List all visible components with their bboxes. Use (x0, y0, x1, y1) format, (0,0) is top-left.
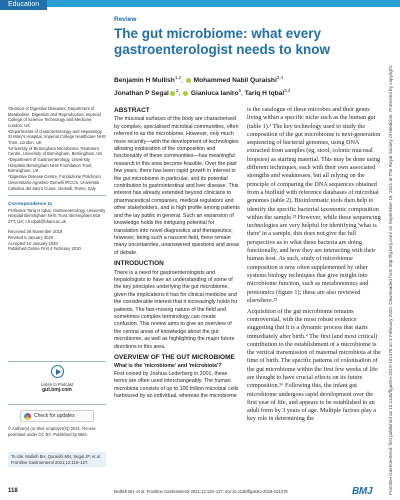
introduction-heading: INTRODUCTION (114, 260, 164, 268)
page-footer (0, 488, 385, 500)
side-download-note (385, 0, 400, 500)
correspondence-text[interactable]: Professor Tariq H Iqbal, Gastroenterology, University Hospital Birmingham NHS Trust, Birmingham B15 2TT, UK; t.h.iqbal@bham.ac.uk (8, 207, 106, 224)
affiliation-item: ⁵Digestive Disease Centre, Fondazione Policlinico Universitario Agostino Gemelli IRCCS, Università Cattolica del Sacro Cuore, Gemelli, Rome, Italy (8, 174, 101, 191)
author-affil: 1,2 (174, 75, 182, 80)
date-revised: Revised 6 January 2020 (8, 235, 54, 241)
orcid-icon[interactable] (186, 78, 191, 83)
affiliation-item: ²Departments of Gastroenterology and Hepatology, St Mary's Hospital, Imperial College Healthcare NHS Trust, London, UK (8, 128, 106, 145)
author-name[interactable]: Benjamin H Mullish (114, 77, 175, 85)
author-name[interactable]: Mohammed Nabil Quraishi (193, 77, 277, 85)
author-affil: 3,4 (284, 88, 291, 94)
crossmark-icon (24, 413, 31, 420)
affiliation-item: ⁴Department of Gastroenterology, University Hospitals Birmingham NHS Foundation Trust, Birmingham, UK (8, 157, 93, 174)
section-tag: Education (0, 0, 47, 10)
sidebar-metadata (8, 106, 106, 252)
author-affil: 3,4 (276, 75, 284, 80)
date-online: Published Online First 4 February 2020 (8, 246, 81, 252)
author-affil: 5 (238, 88, 242, 94)
footer-citation: Mullish BH, et al. Frontline Gastroenterol 2021;12:118–127. doi:10.1136/flgastro-2019-101376 (114, 489, 288, 494)
author-affil: 2 (175, 88, 179, 94)
overview-subheading: What is the 'microbiome' and 'microbiota'? (114, 363, 222, 370)
author-name[interactable]: Jonathan P Segal (114, 90, 169, 98)
podcast-url[interactable]: gut.bmj.com (42, 387, 72, 393)
date-accepted: Accepted 10 January 2020 (8, 240, 58, 246)
correspondence-heading: Correspondence to (8, 202, 52, 208)
article-type: Review (114, 16, 137, 23)
bmj-logo: BMJ (352, 486, 373, 497)
orcid-icon[interactable] (170, 91, 175, 96)
page-number: 118 (8, 488, 18, 494)
author-name[interactable]: Tariq H Iqbal (244, 90, 285, 98)
top-color-band (0, 0, 400, 7)
introduction-text: There is a need for gastroenterologists and hepatologists to have an understanding of some of the key principles underlying the gut microbiome, given the implications it has for clinical medicine and the considerable interest that it increasingly holds for patients. The fast-moving nature of the field and sometimes complex terminology can create confusion. This review aims to give an overview of the central areas of knowledge about the gut microbiome, as well as highlighting the major future directions in this area. (114, 269, 238, 350)
affiliation-list (8, 106, 106, 191)
overview-heading: OVERVIEW OF THE GUT MICROBIOME (114, 354, 235, 361)
podcast-box[interactable] (8, 361, 106, 405)
body-paragraph: is the catalogue of these microbes and their genes living within a specific niche such as the human gut (table 1).¹ The key technology used to study the composition of the gut microbiome is next-generation sequencing of bacterial genomes, using DNA extracted from samples (eg, stool, colonic mucosal biopsies) as starting material. This may be done using different techniques, each with their own associated strengths and weaknesses, but all relying on the principle of comparing the DNA sequences obtained from a biofluid with reference databases of microbial genomes (table 2). Bioinformatic tools then help to identify the specific bacterial taxonomic composition within the sample.²³ However, while these sequencing technologies are very helpful for identifying 'what is there' in a sample, this does not give the full perspective as to what these bacteria are doing functionally, and how they are interacting with their human host. As such, study of microbiome composition is now often supplemented by other systems biology techniques that give insight into microbiome function, such as metabonomics and proteomics (figure 1); these are also reviewed elsewhere.²³ (247, 106, 381, 304)
overview-text: First coined by Joshua Lederberg in 2001, these terms are often used interchangeably. The human microbiota consists of up to 100 trillion microbial cells harboured by an individual, whereas the microbiome (114, 370, 239, 400)
copyright-notice: © Author(s) (or their employer(s)) 2021. Re-use permitted under CC BY. Published by BMJ. (8, 426, 96, 437)
article-dates (8, 229, 106, 251)
divider (8, 195, 106, 196)
affiliation-item: ¹Division of Digestive Diseases, Department of Metabolism, Digestion and Reproduction, Imperial College of Science Technology and Medicine, London, UK (8, 106, 101, 128)
date-received: Received 26 November 2019 (8, 229, 63, 235)
author-line-1: Benjamin H Mullish$^{1,2}$, Mohammed Nabil Quraishi$^{3,4}$ (114, 75, 284, 85)
play-icon[interactable] (51, 365, 64, 378)
right-text-column (247, 106, 383, 426)
author-list (114, 73, 382, 99)
author-line-2: Jonathan P Segal $^2$, Gianluca Ianiro$^5$, Tariq H Iqbal$^{3,4}$ (114, 88, 291, 98)
abstract-text: The mucosal surfaces of the body are characterised by complex, specialised microbial communities, often referred to as the microbiome. However, only much more recently—with the development of technologies allowing exploration of the composition and functionality of these communities—has meaningful research in this area become feasible. Over the past few years, there has been rapid growth in interest in the gut microbiome in particular, and its potential contribution to gastrointestinal and liver disease. This interest has already extended beyond clinicians to pharmaceutical companies, medical regulators and other stakeholders, and is high profile among patients and the lay public in general. Such an expansion of knowledge holds the intriguing potential for translation into novel diagnostics and therapeutics; however, being such a nascent field, there remain many uncertainties, unanswered questions and areas of debate. (114, 116, 240, 256)
article-title: The gut microbiome: what every gastroenterologist needs to know (114, 26, 331, 57)
abstract-heading: ABSTRACT (114, 107, 150, 114)
affiliation-item: ³University of Birmingham Microbiome Treatment Centre, University of Birmingham, Birmingham, UK (8, 145, 103, 157)
body-paragraph: Acquisition of the gut microbiome remains controversial, with the most robust evidence suggesting that it is a dynamic process that starts immediately after birth.⁴ The first (and most critical) contribution to the establishment of a microbiome is the vertical transmission of maternal microbiota at the time of birth. The specific patterns of colonisation of the gut microbiome within the first few weeks of life are thought to have crucial effects on its future composition.⁵⁶ Following this, the infant gut microbiome undergoes rapid development over the first year of life, and appears to be established in an adult form by 3 years of age. Multiple factors play a key role in determining the (247, 307, 381, 423)
check-updates-label: Check for updates (34, 413, 75, 419)
orcid-icon[interactable] (183, 91, 188, 96)
abstract-column (114, 107, 240, 403)
check-updates-button[interactable] (20, 410, 94, 422)
author-name[interactable]: Gianluca Ianiro (190, 90, 239, 98)
side-note-text: Frontline Gastroenterol: first published as 10.1136/flgastro-2019-101376 on 4 February 2020. Downloaded from http://fg.bmj.com/ on September 15, 2021 at The Royal Society of Medicine. Protected by copyright. (388, 64, 393, 495)
cite-box: To cite: Mullish BH, Quraishi MN, Segal JP, et al. Frontline Gastroenterol 2021;12:118–127. (8, 452, 106, 467)
podcast-label: Listen to Podcast (40, 382, 74, 387)
